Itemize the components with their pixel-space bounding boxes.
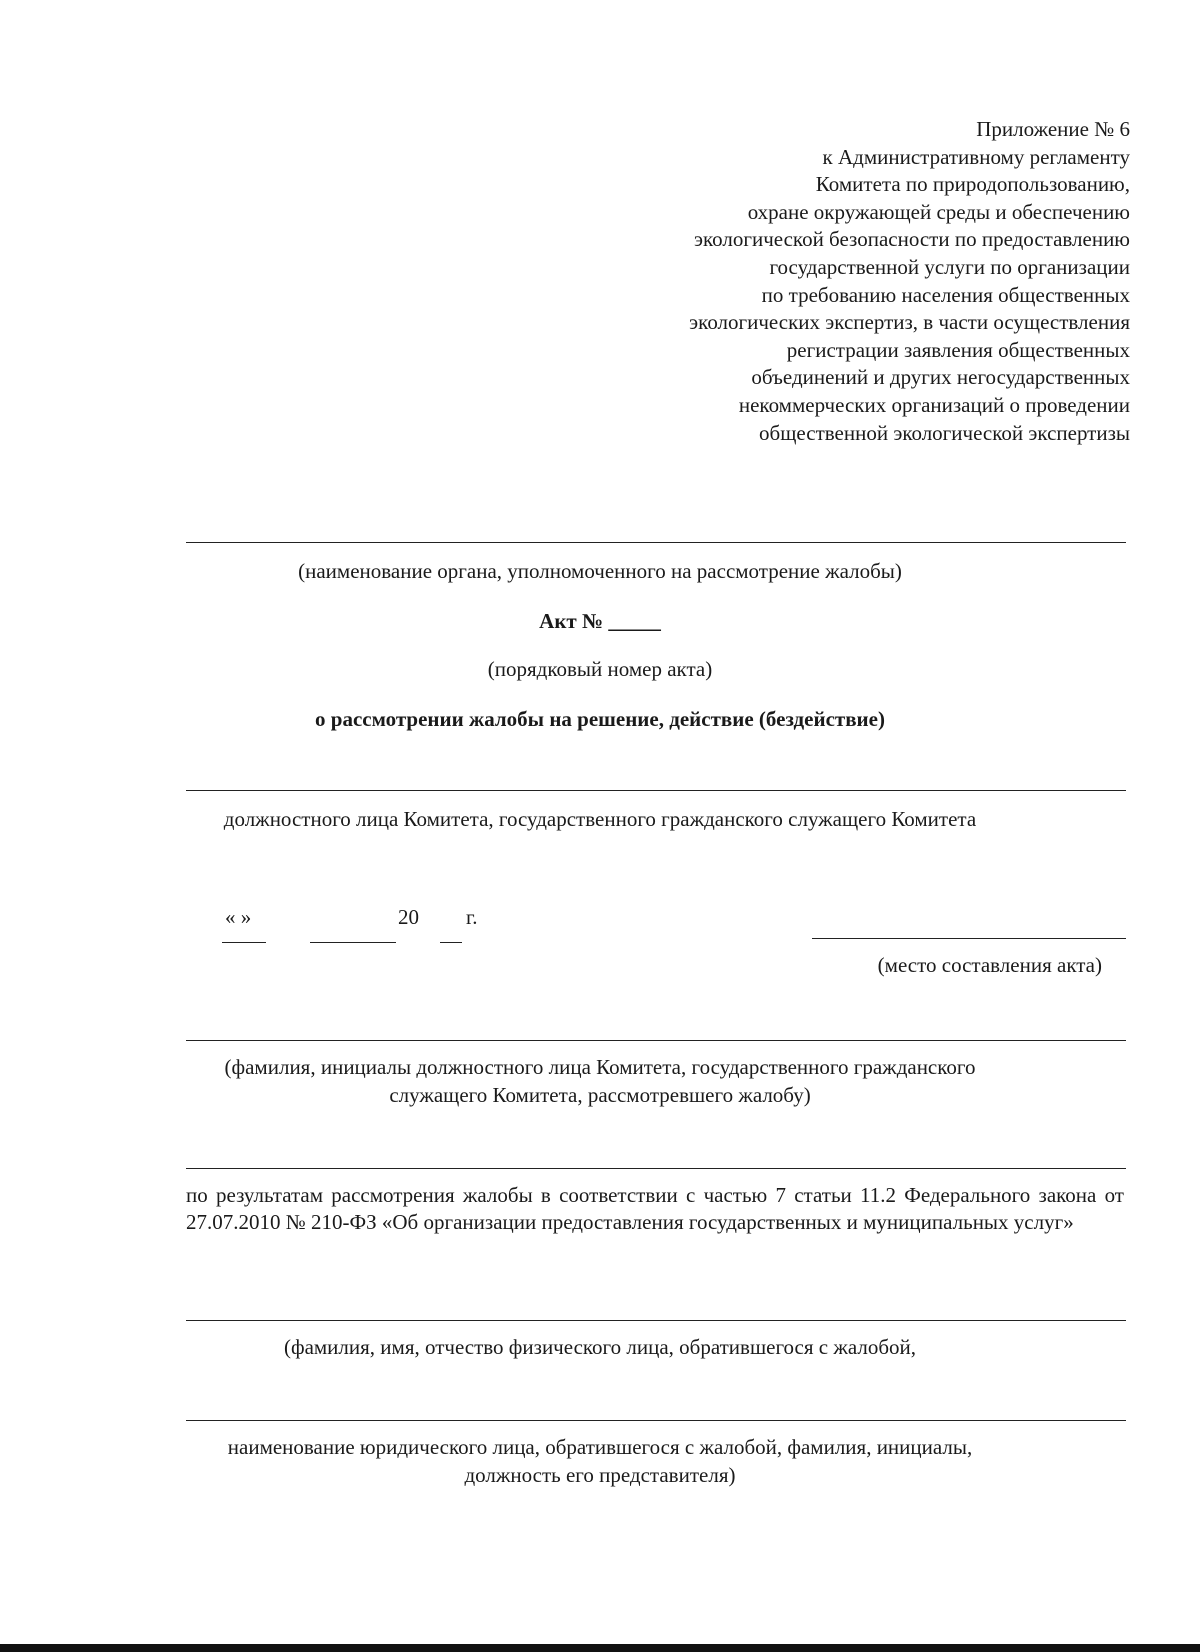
- legal-entity-caption-line1: наименование юридического лица, обратившегося с жалобой, фамилия, инициалы,: [227, 1435, 973, 1459]
- appendix-line: по требованию населения общественных: [761, 282, 1130, 307]
- legal-entity-fill-line: [186, 1420, 1126, 1421]
- appendix-header: [570, 116, 1130, 447]
- reviewer-caption-line1: (фамилия, инициалы должностного лица Комитета, государственного гражданского: [224, 1055, 976, 1079]
- legal-basis-text: по результатам рассмотрения жалобы в соответствии с частью 7 статьи 11.2 Федерального закона от 27.07.2010 № 210-ФЗ «Об организации предоставления государственных и муниципальных услуг»: [186, 1183, 1124, 1234]
- appendix-line: экологической безопасности по предоставлению: [694, 227, 1130, 252]
- legal-basis-fill-line: [186, 1168, 1126, 1169]
- date-year-prefix: 20: [398, 905, 419, 929]
- subject-title: о рассмотрении жалобы на решение, действие (бездействие): [315, 707, 885, 731]
- appendix-line: охране окружающей среды и обеспечению: [747, 199, 1130, 224]
- appendix-line: некоммерческих организаций о проведении: [738, 392, 1130, 417]
- reviewer-caption-line2: служащего Комитета, рассмотревшего жалобу): [389, 1083, 811, 1107]
- place-caption: (место составления акта): [877, 953, 1102, 977]
- legal-entity-caption-line2: должность его представителя): [464, 1463, 736, 1487]
- appendix-line: Комитета по природопользованию,: [815, 172, 1130, 197]
- appendix-line: к Административному регламенту: [822, 144, 1130, 169]
- act-title: Акт № _____: [539, 609, 661, 633]
- appendix-line: общественной экологической экспертизы: [759, 420, 1130, 445]
- date-year-suffix: г.: [466, 905, 478, 929]
- person-fill-line: [186, 1320, 1126, 1321]
- date-month-line: [310, 942, 396, 943]
- appendix-line: Приложение № 6: [976, 117, 1130, 141]
- organ-fill-line: [186, 542, 1126, 543]
- person-caption: (фамилия, имя, отчество физического лица, обратившегося с жалобой,: [283, 1335, 917, 1359]
- date-day-line: [222, 942, 266, 943]
- scan-edge: [0, 1644, 1200, 1652]
- appendix-line: объединений и других негосударственных: [751, 365, 1130, 390]
- reviewer-fill-line: [186, 1040, 1126, 1041]
- appendix-line: регистрации заявления общественных: [786, 337, 1130, 362]
- organ-caption: (наименование органа, уполномоченного на рассмотрение жалобы): [298, 559, 902, 583]
- date-quotes: « »: [225, 905, 252, 929]
- appendix-line: экологических экспертиз, в части осуществления: [689, 310, 1130, 335]
- act-number-caption: (порядковый номер акта): [487, 657, 713, 681]
- official-fill-line: [186, 790, 1126, 791]
- official-caption: должностного лица Комитета, государственного гражданского служащего Комитета: [223, 807, 977, 831]
- date-year-line: [440, 942, 462, 943]
- appendix-line: государственной услуги по организации: [769, 254, 1130, 279]
- place-fill-line: [812, 938, 1126, 939]
